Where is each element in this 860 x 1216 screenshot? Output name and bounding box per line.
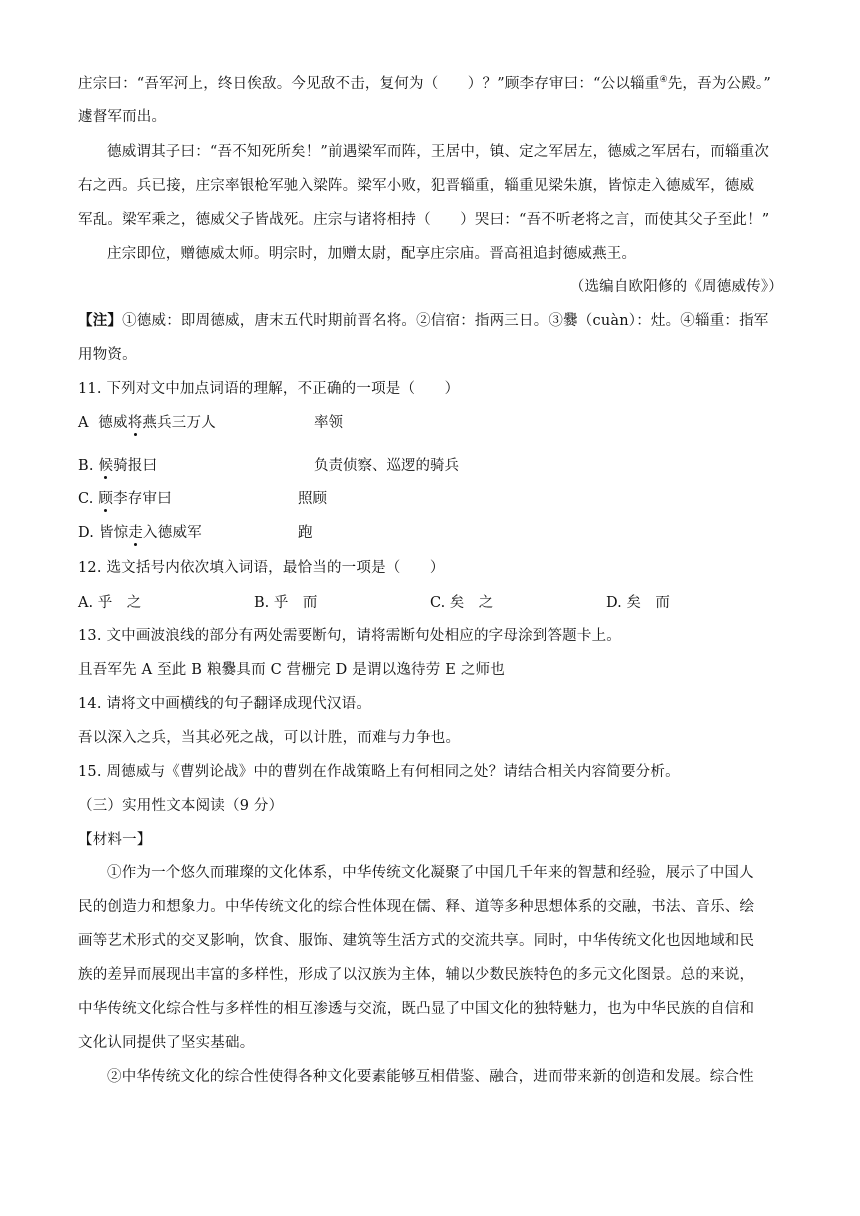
material-line: ②中华传统文化的综合性使得各种文化要素能够互相借鉴、融合，进而带来新的创造和发展。综合性 — [107, 1069, 754, 1085]
q11-option-d: D. 皆惊走入德威军 — [78, 525, 202, 541]
passage-line: 德威谓其子曰：“吾不知死所矣！”前遇梁军而阵，王居中，镇、定之军居左，德威之军居右，而辎重次 — [107, 144, 770, 160]
question-14-stem: 14. 请将文中画横线的句子翻译成现代汉语。 — [78, 696, 372, 712]
question-13-stem: 13. 文中画波浪线的部分有两处需要断句，请将需断句处相应的字母涂到答题卡上。 — [78, 628, 621, 644]
q11-option-c: C. 顾李存审曰 — [78, 491, 172, 507]
material-line: 民的创造力和想象力。中华传统文化的综合性体现在儒、释、道等多种思想体系的交融，书法、音乐、绘 — [78, 899, 755, 915]
passage-line: 军乱。梁军乘之，德威父子皆战死。庄宗与诸将相持（ ）哭曰：“吾不听老将之言，而使其父子至此！” — [78, 212, 770, 228]
note-label: 【注】 — [78, 312, 123, 329]
passage-source: （选编自欧阳修的《周德威传》） — [569, 279, 783, 295]
q11-option-d-meaning: 跑 — [298, 525, 313, 541]
passage-line: 遽督军而出。 — [78, 109, 167, 125]
material-label: 【材料一】 — [78, 832, 152, 848]
question-13-text: 且吾军先 A 至此 B 粮爨具而 C 营栅完 D 是谓以逸待劳 E 之师也 — [78, 662, 505, 678]
dotted-word: 顾 — [98, 491, 114, 507]
question-14-text: 吾以深入之兵，当其必死之战，可以计胜，而难与力争也。 — [78, 730, 461, 746]
note-line: 【注】①德威：即周德威，唐末五代时期前晋名将。②信宿：指两三日。③爨（cuàn）：灶。④辎重：指军 — [78, 312, 769, 329]
passage-line: 庄宗曰：“吾军河上，终日俟敌。今见敌不击，复何为（ ）？”顾李存审曰：“公以辎重④先，吾为公殿。” — [78, 75, 771, 92]
dotted-word: 将 — [127, 415, 143, 431]
q11-option-c-meaning: 照顾 — [298, 491, 327, 507]
q11-option-a: A 德威将燕兵三万人 — [78, 415, 216, 431]
q12-option-b: B. 乎 而 — [254, 595, 318, 611]
note-line: 用物资。 — [78, 347, 137, 363]
question-11-stem: 11. 下列对文中加点词语的理解，不正确的一项是（ ） — [78, 381, 460, 397]
material-line: 族的差异而展现出丰富的多样性，形成了以汉族为主体，辅以少数民族特色的多元文化图景。总的来说， — [78, 967, 755, 983]
dotted-word: 候 — [98, 458, 114, 474]
material-line: 文化认同提供了坚实基础。 — [78, 1035, 255, 1051]
material-line: ①作为一个悠久而璀璨的文化体系，中华传统文化凝聚了中国几千年来的智慧和经验，展示了中国人 — [107, 865, 754, 881]
footnote-marker: ④ — [659, 75, 668, 86]
q11-option-b-meaning: 负责侦察、巡逻的骑兵 — [314, 458, 459, 474]
passage-line: 右之西。兵已接，庄宗率银枪军驰入梁阵。梁军小败，犯晋辎重，辎重见梁朱旗，皆惊走入德威军，德威 — [78, 178, 755, 194]
q11-option-a-meaning: 率领 — [314, 415, 343, 431]
question-12-stem: 12. 选文括号内依次填入词语，最恰当的一项是（ ） — [78, 560, 445, 576]
passage-line: 庄宗即位，赠德威太师。明宗时，加赠太尉，配享庄宗庙。晋高祖追封德威燕王。 — [107, 246, 637, 262]
q11-option-b: B. 候骑报曰 — [78, 458, 158, 474]
section-title: （三）实用性文本阅读（9 分） — [78, 798, 284, 814]
material-line: 中华传统文化综合性与多样性的相互渗透与交流，既凸显了中国文化的独特魅力，也为中华民族的自信和 — [78, 1001, 755, 1017]
dotted-word: 走 — [128, 525, 144, 541]
material-line: 画等艺术形式的交叉影响，饮食、服饰、建筑等生活方式的交流共享。同时，中华传统文化也因地域和民 — [78, 933, 755, 949]
q12-option-c: C. 矣 之 — [430, 595, 494, 611]
question-15-stem: 15. 周德威与《曹刿论战》中的曹刿在作战策略上有何相同之处？请结合相关内容简要分析。 — [78, 764, 680, 780]
q12-option-d: D. 矣 而 — [606, 595, 670, 611]
q12-option-a: A. 乎 之 — [78, 595, 142, 611]
